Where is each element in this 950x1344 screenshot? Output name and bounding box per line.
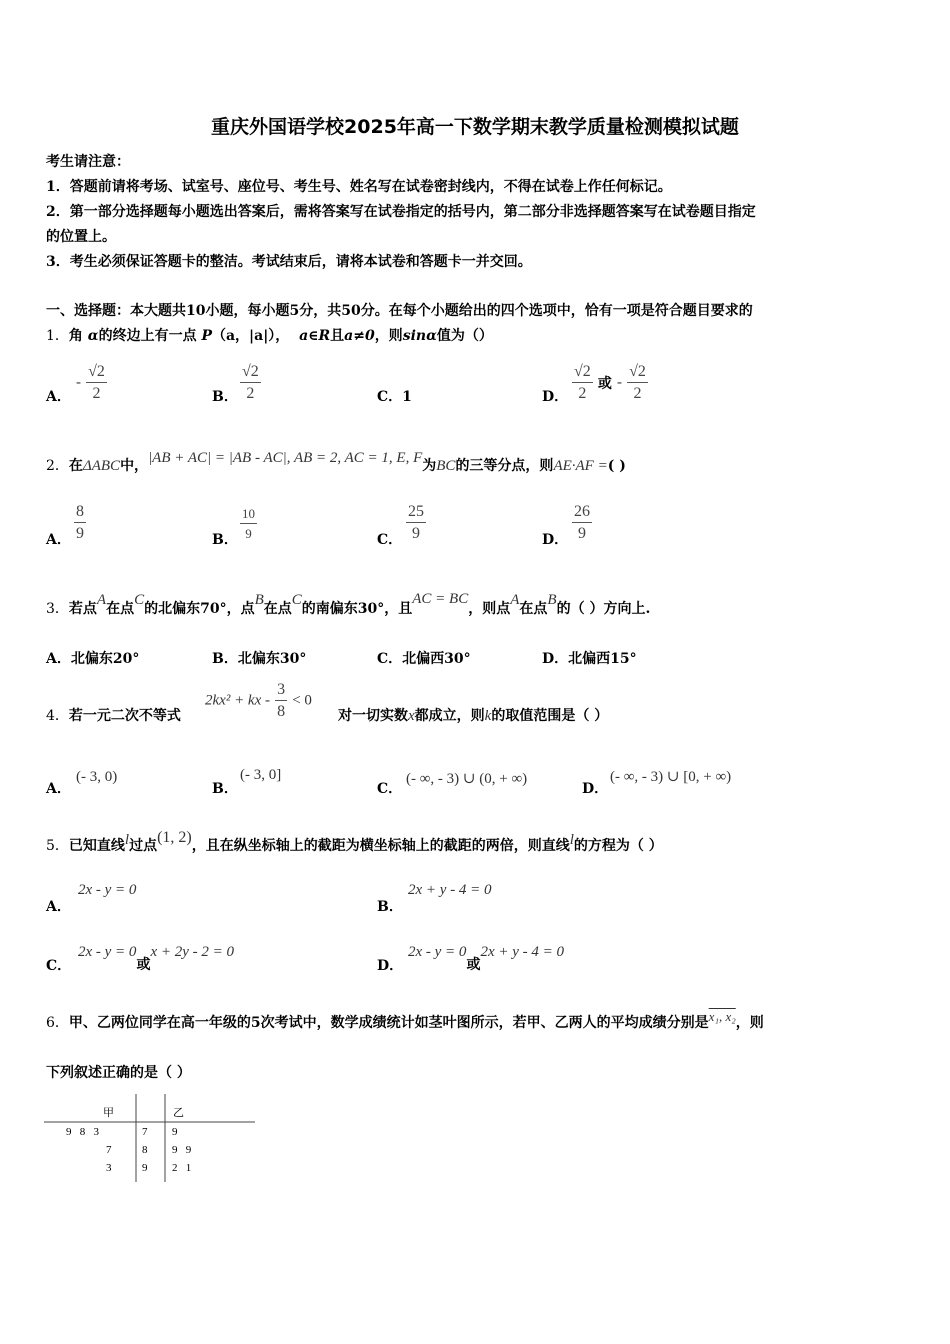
- q5-option-D-label[interactable]: D．: [377, 958, 404, 974]
- q2-triangle: ΔABC: [82, 458, 121, 474]
- leaf-right-row-2: 9 9: [172, 1144, 192, 1156]
- q3-option-A[interactable]: A．北偏东20°: [46, 651, 140, 667]
- q2-option-A-label[interactable]: A．: [46, 532, 71, 548]
- q2-expr: AE·AF =: [553, 458, 608, 474]
- q1-option-C[interactable]: C．1: [377, 389, 412, 405]
- q4-option-A-label[interactable]: A．: [46, 781, 71, 797]
- q1-text-b: 的终边上有一点: [98, 328, 197, 344]
- stem-leaf-lines: [44, 1092, 259, 1184]
- stem-row-2: 8: [142, 1144, 148, 1156]
- q1-cond: a∈R: [299, 328, 331, 344]
- stem-left-label: 甲: [103, 1106, 114, 1119]
- q4-option-C[interactable]: (- ∞, - 3) ∪ (0, + ∞): [406, 771, 528, 787]
- q1-num: 1．: [46, 328, 69, 344]
- q2-option-D[interactable]: $\frac{26}{9}$: [574, 503, 590, 542]
- q5-option-B-label[interactable]: B．: [377, 899, 403, 915]
- q2-option-C-label[interactable]: C．: [377, 532, 403, 548]
- q1-sin: sinα: [402, 328, 437, 344]
- q1-text-e: 值为（）: [436, 328, 493, 344]
- notice-item-1: 1．答题前请将考场、试室号、座位号、考生号、姓名写在试卷密封线内，不得在试卷上作任何标记。: [46, 179, 672, 195]
- notice-item-3: 3．考生必须保证答题卡的整洁。考试结束后，请将本试卷和答题卡一并交回。: [46, 254, 532, 270]
- q5-option-D[interactable]: 2x - y = 0或2x + y - 4 = 0: [408, 944, 564, 973]
- q1-option-A-label[interactable]: A．: [46, 389, 71, 405]
- question-4-tail: 对一切实数x都成立，则k的取值范围是（ ）: [338, 708, 609, 724]
- question-5: 5．已知直线l过点(1, 2)，且在纵坐标轴上的截距为横坐标轴上的截距的两倍，则直线l的方程为（ ）: [46, 829, 663, 854]
- notice-item-2-cont: 的位置上。: [46, 229, 116, 245]
- q1-option-D-label[interactable]: D．: [542, 389, 569, 405]
- stem-leaf-plot: [44, 1092, 259, 1184]
- q1-point: （a，|a|），: [211, 328, 290, 344]
- leaf-right-row-3: 2 1: [172, 1162, 192, 1174]
- q1-option-B-label[interactable]: B．: [212, 389, 238, 405]
- q4-option-B[interactable]: (- 3, 0]: [240, 767, 282, 783]
- q2-option-A[interactable]: $\frac{8}{9}$: [76, 503, 84, 542]
- question-6-cont: 下列叙述正确的是（ ）: [46, 1065, 191, 1081]
- question-1: [46, 326, 493, 346]
- q4-option-D[interactable]: (- ∞, - 3) ∪ [0, + ∞): [610, 769, 732, 785]
- q2-formula: |AB + AC| = |AB - AC|, AB = 2, AC = 1, E, F: [148, 450, 423, 466]
- q1-option-D[interactable]: $\frac{√2}{2}$ 或 - $\frac{√2}{2}$: [574, 363, 646, 402]
- q5-option-B[interactable]: 2x + y - 4 = 0: [408, 882, 492, 898]
- q6-means: x₁, x₂: [708, 1009, 736, 1024]
- leaf-left-row-1: 9 8 3: [66, 1126, 99, 1138]
- question-3: 3．若点A在点C的北偏东70°，点B在点C的南偏东30°，且AC = BC，则点A在点B的（ ）方向上.: [46, 591, 651, 617]
- q3-eq: AC = BC: [412, 591, 469, 607]
- q2-option-B-label[interactable]: B．: [212, 532, 238, 548]
- q5-option-A-label[interactable]: A．: [46, 899, 71, 915]
- q5-option-C-label[interactable]: C．: [46, 958, 72, 974]
- q2-option-D-label[interactable]: D．: [542, 532, 569, 548]
- leaf-left-row-3: 3: [106, 1162, 112, 1174]
- stem-row-1: 7: [142, 1126, 148, 1138]
- q2-option-B[interactable]: $\frac{10}{9}$: [242, 506, 255, 541]
- leaf-right-row-1: 9: [172, 1126, 178, 1138]
- q5-option-C[interactable]: 2x - y = 0或x + 2y - 2 = 0: [78, 944, 234, 973]
- q1-text: 角: [68, 328, 83, 344]
- question-4: 4．若一元二次不等式: [46, 708, 181, 724]
- question-2: 2．在ΔABC中，|AB + AC| = |AB - AC|, AB = 2, AC = 1, E, F为BC的三等分点，则AE·AF =( ): [46, 450, 626, 474]
- stem-right-label: 乙: [173, 1106, 184, 1119]
- q1-B-frac: $\frac{√2}{2}$: [242, 363, 259, 402]
- q4-inequality: 2kx² + kx - $\frac{3}{8}$ < 0: [205, 681, 312, 720]
- stem-row-3: 9: [142, 1162, 148, 1174]
- q1-option-A[interactable]: [76, 363, 107, 403]
- q3-option-D[interactable]: D．北偏西15°: [542, 651, 637, 667]
- q2-option-C[interactable]: $\frac{25}{9}$: [408, 503, 424, 542]
- q1-cond2: a≠0: [344, 328, 375, 344]
- notice-heading: 考生请注意：: [46, 154, 130, 170]
- q1-A-frac: $\frac{√2}{2}$: [88, 363, 105, 402]
- leaf-left-row-2: 7: [106, 1144, 112, 1156]
- q3-option-C[interactable]: C．北偏西30°: [377, 651, 471, 667]
- q4-option-A[interactable]: (- 3, 0): [76, 769, 118, 785]
- q1-P: P: [201, 328, 212, 344]
- notice-item-2: 2．第一部分选择题每小题选出答案后，需将答案写在试卷指定的括号内，第二部分非选择题答案写在试卷题目指定: [46, 204, 756, 220]
- q1-A-neg: -: [76, 374, 81, 391]
- q1-text-c: 且: [330, 328, 345, 344]
- q4-option-D-label[interactable]: D．: [582, 781, 609, 797]
- page-title: 重庆外国语学校2025年高一下数学期末教学质量检测模拟试题: [211, 116, 739, 138]
- q1-alpha: α: [87, 328, 99, 344]
- q4-option-C-label[interactable]: C．: [377, 781, 403, 797]
- q1-text-d: ，则: [374, 328, 403, 344]
- q4-option-B-label[interactable]: B．: [212, 781, 238, 797]
- q1-option-B[interactable]: [240, 363, 261, 403]
- q3-option-B[interactable]: B．北偏东30°: [212, 651, 307, 667]
- q1-D-frac2: $\frac{√2}{2}$: [629, 363, 646, 402]
- q1-D-frac1: $\frac{√2}{2}$: [574, 363, 591, 402]
- section-heading: 一、选择题：本大题共10小题，每小题5分，共50分。在每个小题给出的四个选项中，恰有一项是符合题目要求的: [46, 303, 753, 319]
- q5-option-A[interactable]: 2x - y = 0: [78, 882, 137, 898]
- question-6: 6．甲、乙两位同学在高一年级的5次考试中，数学成绩统计如茎叶图所示，若甲、乙两人的平均成绩分别是x₁, x₂，则: [46, 1009, 764, 1031]
